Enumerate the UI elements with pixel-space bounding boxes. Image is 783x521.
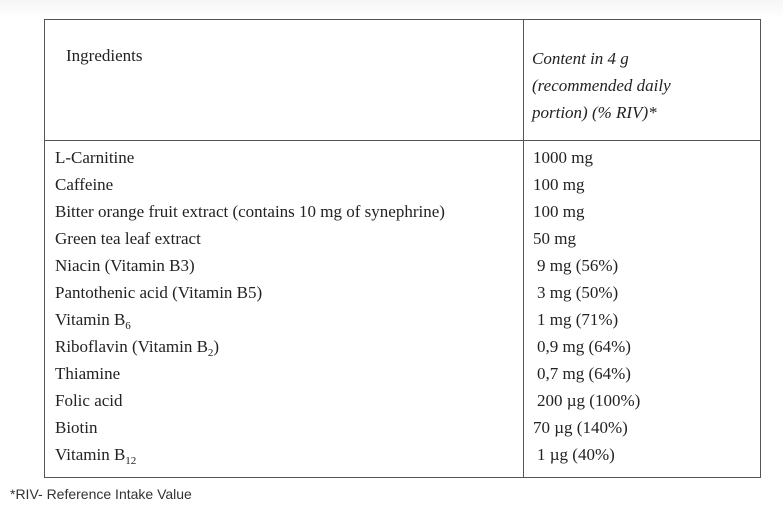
ingredients-header: Ingredients	[66, 46, 143, 65]
content-amount: 0,9 mg (64%)	[537, 337, 631, 356]
content-header-line: portion) (% RIV)*	[532, 103, 657, 122]
ingredient-name-main: Vitamin B	[55, 445, 126, 464]
ingredient-name	[55, 444, 445, 471]
content-amount-column	[533, 147, 640, 471]
ingredient-name-column	[55, 147, 445, 471]
ingredient-name-main: Riboflavin (Vitamin B	[55, 337, 208, 356]
content-amount: 0,7 mg (64%)	[537, 364, 631, 383]
table-header-divider	[44, 140, 761, 141]
content-amount: 1 mg (71%)	[537, 310, 619, 329]
ingredient-name: Pantothenic acid (Vitamin B5)	[55, 283, 263, 302]
content-amount: 200 µg (100%)	[537, 391, 641, 410]
content-amount: 50 mg	[533, 229, 576, 248]
content-amount: 100 mg	[533, 202, 585, 221]
ingredient-name: Green tea leaf extract	[55, 229, 201, 248]
ingredient-name: Biotin	[55, 418, 98, 437]
ingredient-name	[55, 336, 445, 363]
ingredient-name: Caffeine	[55, 175, 114, 194]
ingredient-name: Bitter orange fruit extract (contains 10 mg of synephrine)	[55, 202, 445, 221]
table-column-divider	[523, 19, 524, 478]
content-header-line: Content in 4 g	[532, 49, 629, 68]
ingredient-name-subscript: 12	[125, 455, 137, 467]
content-amount: 1 µg (40%)	[537, 445, 615, 464]
ingredient-name: Niacin (Vitamin B3)	[55, 256, 195, 275]
content-amount: 1000 mg	[533, 148, 593, 167]
ingredient-name-suffix: )	[213, 337, 220, 356]
ingredient-name: Folic acid	[55, 391, 123, 410]
content-amount: 100 mg	[533, 175, 585, 194]
content-amount: 3 mg (50%)	[537, 283, 619, 302]
content-header-line: (recommended daily	[532, 76, 671, 95]
content-header	[532, 45, 752, 126]
ingredient-name-subscript: 6	[125, 320, 131, 332]
ingredient-name-subscript: 2	[207, 347, 214, 359]
content-amount: 9 mg (56%)	[537, 256, 619, 275]
ingredient-name-main: Vitamin B	[55, 310, 126, 329]
ingredient-name: L-Carnitine	[55, 148, 135, 167]
ingredient-name	[55, 309, 445, 336]
content-amount: 70 µg (140%)	[533, 418, 628, 437]
ingredient-name: Thiamine	[55, 364, 121, 383]
footnote: *RIV- Reference Intake Value	[10, 486, 192, 502]
